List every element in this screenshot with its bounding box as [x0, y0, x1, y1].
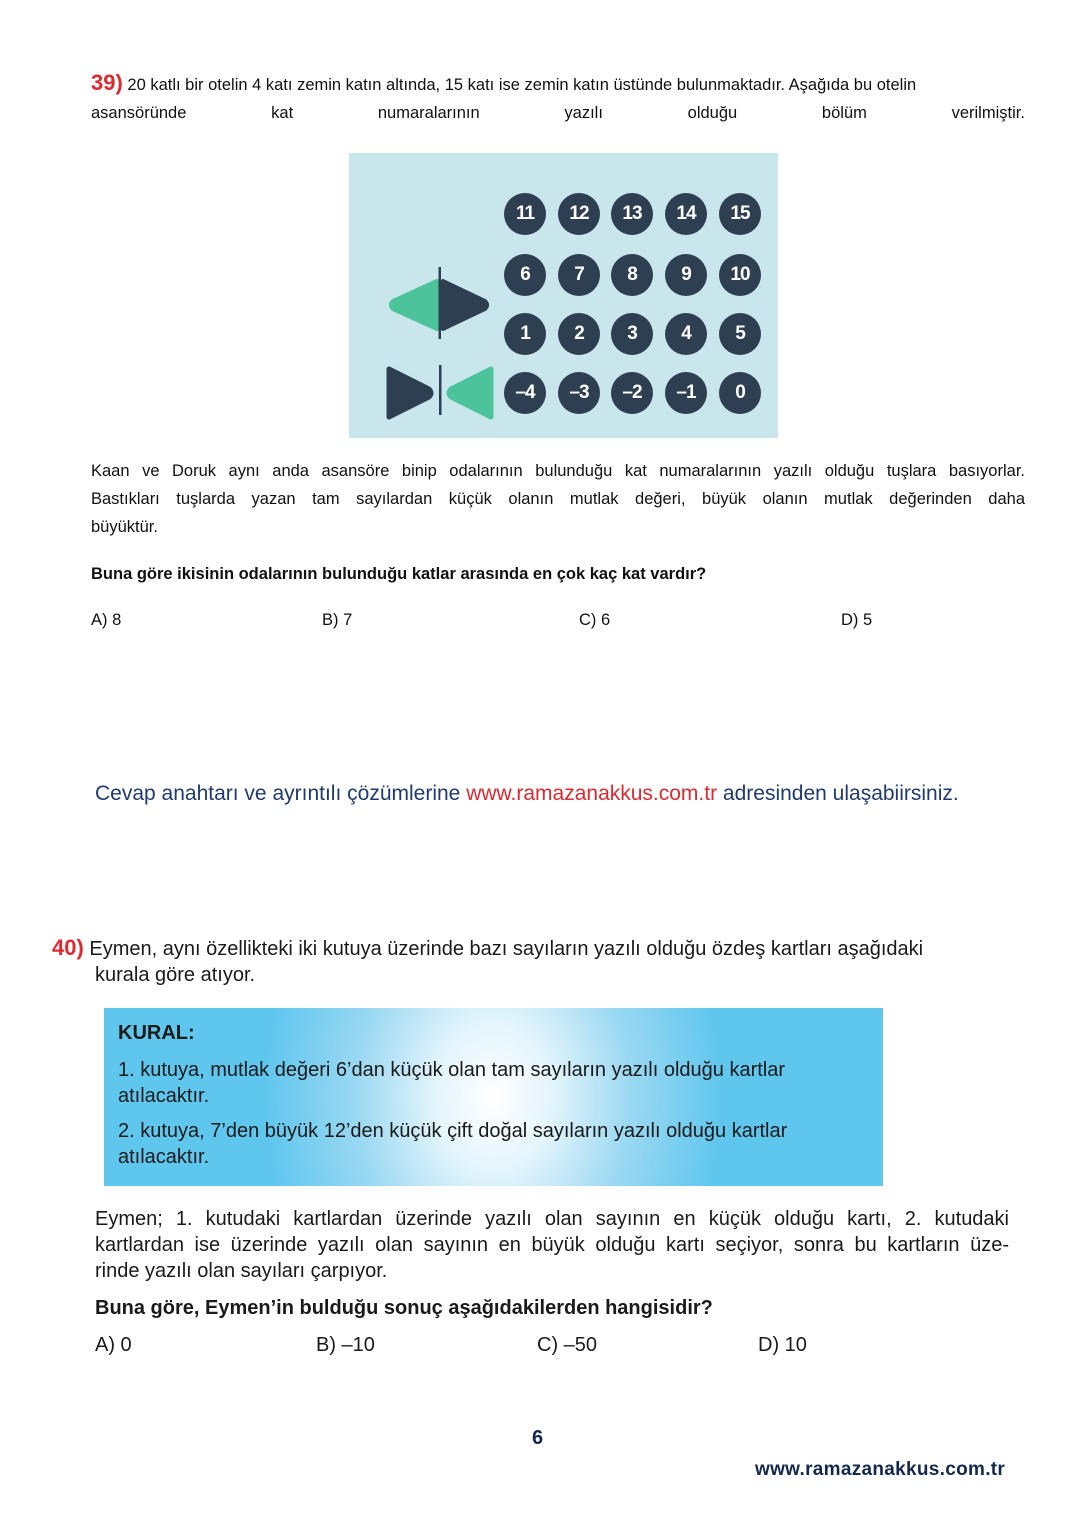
floor-button-2[interactable]: 2: [558, 313, 600, 355]
q39-choice-b[interactable]: B) 7: [322, 611, 353, 629]
answer-note-text-end: adresinden ulaşabiirsiniz.: [717, 782, 959, 805]
q39-body-line1: Kaan ve Doruk aynı anda asansöre binip odalarının bulunduğu kat numaralarının yazılı olduğu tuşlara basıyorlar.: [91, 462, 1025, 480]
floor-button-5[interactable]: 5: [719, 313, 761, 355]
q39-body-line2: Bastıkları tuşlarda yazan tam sayılardan küçük olanın mutlak değeri, büyük olanın mutlak değerinden daha: [91, 490, 1025, 508]
answer-note-text: Cevap anahtarı ve ayrıntılı çözümlerine: [95, 782, 467, 805]
word: numaralarının: [377, 104, 480, 122]
q40-choice-d[interactable]: D) 10: [758, 1334, 807, 1356]
q40-intro-text: Eymen, aynı özellikteki iki kutuya üzerinde bazı sayıların yazılı olduğu özdeş kartları aşağıdaki: [89, 938, 924, 960]
rule-box: [104, 1008, 883, 1186]
q39-intro-text: 20 katlı bir otelin 4 katı zemin katın altında, 15 katı ise zemin katın üstünde bulunmaktadır. Aşağıda bu otelin: [127, 76, 917, 94]
q40-intro-line2: kurala göre atıyor.: [95, 964, 256, 986]
floor-button-0[interactable]: 0: [719, 372, 761, 414]
q39-choice-a[interactable]: A) 8: [91, 611, 122, 629]
q39-number: 39): [91, 70, 123, 95]
q39-choice-c[interactable]: C) 6: [579, 611, 611, 629]
floor-button-12[interactable]: 12: [558, 193, 600, 235]
floor-button-1[interactable]: 1: [504, 313, 546, 355]
answer-note-link[interactable]: www.ramazanakkus.com.tr: [466, 782, 718, 805]
door-close-icon: [385, 363, 495, 423]
q40-choice-b[interactable]: B) –10: [316, 1334, 375, 1356]
question-39: [0, 0, 1080, 640]
answer-key-note: [95, 782, 959, 806]
q40-choice-c[interactable]: C) –50: [537, 1334, 598, 1356]
floor-button-7[interactable]: 7: [558, 254, 600, 296]
door-open-icon: [387, 265, 492, 345]
word: asansöründe: [91, 104, 187, 122]
q40-body-line1: Eymen; 1. kutudaki kartlardan üzerinde yazılı olan sayının en küçük olduğu kartı, 2. kutudaki: [95, 1208, 1009, 1230]
floor-button-11[interactable]: 11: [504, 193, 546, 235]
floor-button-4[interactable]: 4: [665, 313, 707, 355]
floor-button-15[interactable]: 15: [719, 193, 761, 235]
floor-button-10[interactable]: 10: [719, 254, 761, 296]
floor-button-6[interactable]: 6: [504, 254, 546, 296]
floor-button-14[interactable]: 14: [665, 193, 707, 235]
floor-button-8[interactable]: 8: [611, 254, 653, 296]
q39-body-line3: büyüktür.: [91, 518, 158, 536]
rule-title: KURAL:: [118, 1022, 195, 1044]
rule-1-line1: 1. kutuya, mutlak değeri 6’dan küçük olan tam sayıların yazılı olduğu kartlar: [118, 1059, 786, 1081]
q39-intro-line1: [91, 70, 1025, 96]
word: yazılı: [564, 104, 603, 122]
floor-button-3[interactable]: 3: [611, 313, 653, 355]
q39-intro-line2: [91, 104, 1025, 123]
rule-1-line2: atılacaktır.: [118, 1085, 210, 1107]
floor-button-minus1[interactable]: –1: [665, 372, 707, 414]
floor-button-9[interactable]: 9: [665, 254, 707, 296]
q40-body-line3: rinde yazılı olan sayıları çarpıyor.: [95, 1260, 388, 1282]
elevator-panel: [349, 153, 778, 438]
q40-choice-a[interactable]: A) 0: [95, 1334, 132, 1356]
q39-question: Buna göre ikisinin odalarının bulunduğu katlar arasında en çok kaç kat vardır?: [91, 565, 707, 583]
floor-button-minus2[interactable]: –2: [611, 372, 653, 414]
rule-2-line1: 2. kutuya, 7’den büyük 12’den küçük çift doğal sayıların yazılı olduğu kartlar: [118, 1120, 788, 1142]
floor-button-13[interactable]: 13: [611, 193, 653, 235]
q40-intro-line1: [52, 935, 923, 961]
floor-button-minus4[interactable]: –4: [504, 372, 546, 414]
q40-number: 40): [52, 935, 84, 960]
floor-button-minus3[interactable]: –3: [558, 372, 600, 414]
q39-choice-d[interactable]: D) 5: [841, 611, 873, 629]
rule-2-line2: atılacaktır.: [118, 1146, 210, 1168]
q40-question: Buna göre, Eymen’in bulduğu sonuç aşağıdakilerden hangisidir?: [95, 1297, 713, 1319]
word: verilmiştir.: [951, 104, 1025, 122]
word: bölüm: [821, 104, 867, 122]
word: kat: [271, 104, 294, 122]
q40-body-line2: kartlardan ise üzerinde yazılı olan sayının en büyük olduğu kartı seçiyor, sonra bu kartların üze-: [95, 1234, 1009, 1256]
page-number: 6: [532, 1427, 544, 1449]
footer-website[interactable]: www.ramazanakkus.com.tr: [755, 1459, 1006, 1480]
word: olduğu: [687, 104, 738, 122]
